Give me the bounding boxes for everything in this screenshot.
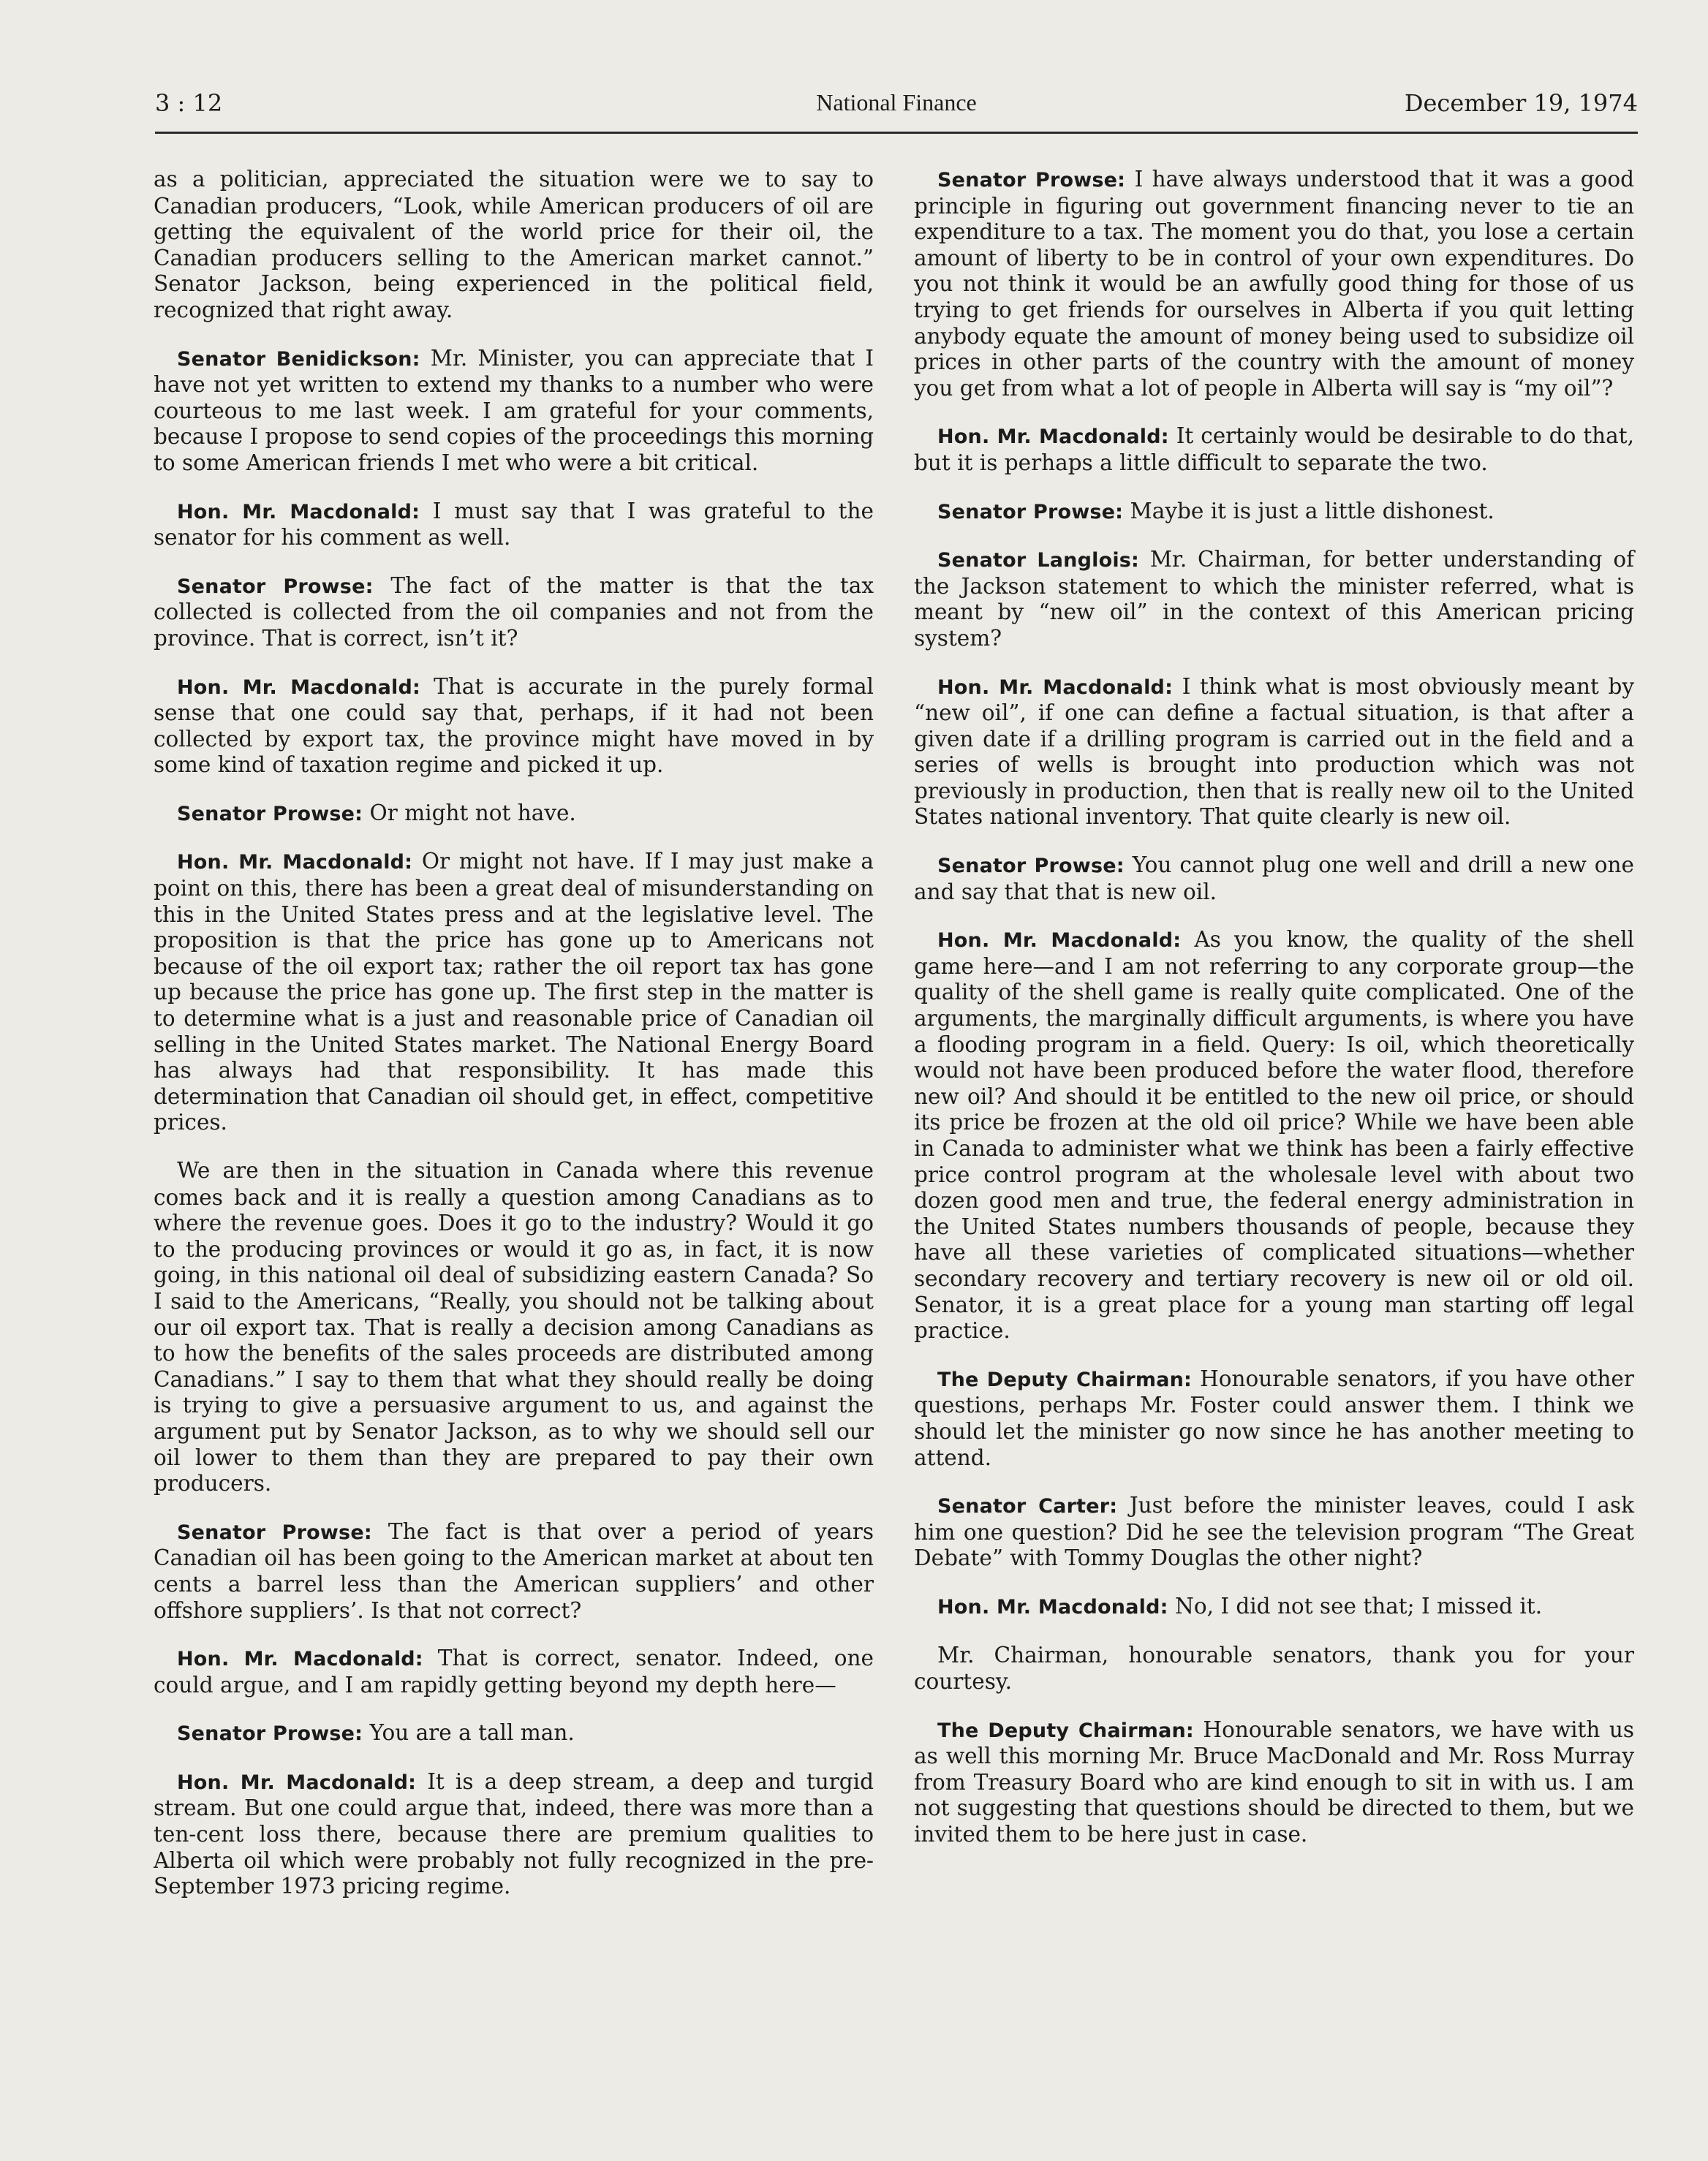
paragraph-text: The fact is that over a period of years Canadian oil has been going to the American market at about ten cents a barrel less than the American suppliers’ and other offshore suppliers’. Is that not correct? <box>154 1518 874 1623</box>
paragraph <box>914 1643 1634 1695</box>
page-header <box>155 86 1638 134</box>
speaker-name: Senator Prowse: <box>177 575 374 598</box>
speaker-name: Senator Prowse: <box>177 802 363 825</box>
paragraph <box>154 1720 874 1747</box>
speaker-name: Senator Prowse: <box>937 855 1125 878</box>
paragraph-text: The fact of the matter is that the tax collected is collected from the oil companies and not from the province. That is correct, isn’t it? <box>154 572 874 651</box>
paragraph <box>914 852 1634 905</box>
speaker-name: Hon. Mr. Macdonald: <box>177 500 420 523</box>
paragraph <box>914 423 1634 476</box>
speaker-name: The Deputy Chairman: <box>937 1719 1194 1742</box>
paragraph <box>914 167 1634 401</box>
paragraph <box>914 1717 1634 1848</box>
paragraph-text: It certainly would be desirable to do that, but it is perhaps a little difficult to separate the two. <box>914 423 1634 475</box>
paragraph-text: That is correct, senator. Indeed, one could argue, and I am rapidly getting beyond my depth here— <box>154 1646 874 1698</box>
paragraph <box>154 801 874 828</box>
speaker-name: Senator Carter: <box>937 1495 1118 1518</box>
paragraph-text: Just before the minister leaves, could I ask him one question? Did he see the television program “The Great Debate” with Tommy Douglas the other night? <box>914 1493 1634 1571</box>
paragraph <box>154 499 874 551</box>
paragraph-text: Mr. Minister, you can appreciate that I have not yet written to extend my thanks to a number who were courteous to me last week. I am grateful for your comments, because I propose to send copies of the proceedings this morning to some American friends I met who were a bit critical. <box>154 345 874 475</box>
paragraph <box>154 573 874 652</box>
paragraph-text: You are a tall man. <box>369 1720 575 1746</box>
paragraph-text: Mr. Chairman, honourable senators, thank you for your courtesy. <box>914 1642 1634 1695</box>
paragraph-text: as a politician, appreciated the situation were we to say to Canadian producers, “Look, while American producers of oil are getting the equivalent of the world price for their oil, the Canadian producers selling to the American market cannot.” Senator Jackson, being experienced in the political field, recognized that right away. <box>154 167 874 322</box>
paragraph <box>914 499 1634 526</box>
speaker-name: Hon. Mr. Macdonald: <box>937 425 1169 449</box>
paragraph <box>154 1519 874 1624</box>
paragraph-text: Or might not have. If I may just make a point on this, there has been a great deal of misunderstanding on this in the United States press and at the legislative level. The proposition is that the price has gone up to Americans not because of the oil export tax; rather the oil report tax has gone up because the price has gone up. The first step in the matter is to determine what is a just and reasonable price of Canadian oil selling in the United States market. The National Energy Board has always had that responsibility. It has made this determination that Canadian oil should get, in effect, competitive prices. <box>154 849 874 1135</box>
speaker-name: Hon. Mr. Macdonald: <box>937 929 1182 953</box>
paragraph <box>914 1594 1634 1621</box>
paragraph <box>914 1366 1634 1471</box>
paragraph-text: Mr. Chairman, for better understanding of the Jackson statement to which the minister referred, what is meant by “new oil” in the context of this American pricing system? <box>914 547 1634 651</box>
paragraph <box>914 1493 1634 1572</box>
paragraph-text: I think what is most obviously meant by “new oil”, if one can define a factual situation, is that after a given date if a drilling program is carried out in the field and a series of wells is brought into production which was not previously in production, then that is really new oil to the United States national inventory. That quite clearly is new oil. <box>914 673 1634 830</box>
page-number: 3 : 12 <box>155 89 223 117</box>
paragraph <box>154 674 874 779</box>
speaker-name: Senator Prowse: <box>937 500 1124 523</box>
paragraph <box>154 167 874 324</box>
paragraph-text: Or might not have. <box>369 800 576 825</box>
paragraph <box>154 1769 874 1900</box>
speaker-name: Hon. Mr. Macdonald: <box>177 1771 417 1794</box>
paragraph <box>914 927 1634 1344</box>
publication-title: National Finance <box>816 89 977 116</box>
right-column <box>914 167 1634 1870</box>
paragraph-text: I have always understood that it was a good principle in figuring out government financing never to tie an expenditure to a tax. The moment you do that, you lose a certain amount of liberty to be in control of your own expenditures. Do you not think it would be an awfully good thing for those of us trying to get friends for ourselves in Alberta if you quit letting anybody equate the amount of money being used to subsidize oil prices in other parts of the country with the amount of money you get from what a lot of people in Alberta will say is “my oil”? <box>914 167 1634 401</box>
speaker-name: Senator Prowse: <box>177 1722 363 1746</box>
paragraph-text: As you know, the quality of the shell game here—and I am not referring to any corporate group—the quality of the shell game is really quite complicated. One of the arguments, the marginally difficult arguments, is where you have a flooding program in a field. Query: Is oil, which theoretically would not have been produced before the water flood, therefore new oil? And should it be entitled to the new oil price, or should its price be frozen at the old oil price? While we have been able in Canada to administer what we think has been a fairly effective price control program at the wholesale level with about two dozen good men and true, the federal energy administration in the United States numbers thousands of people, because they have all these varieties of complicated situations—whether secondary recovery and tertiary recovery is new oil or old oil. Senator, it is a great place for a young man starting off legal practice. <box>914 927 1634 1344</box>
speaker-name: Senator Benidickson: <box>177 347 420 371</box>
speaker-name: Hon. Mr. Macdonald: <box>937 675 1174 699</box>
speaker-name: The Deputy Chairman: <box>937 1368 1193 1391</box>
speaker-name: Senator Prowse: <box>937 169 1126 192</box>
paragraph-text: Honourable senators, we have with us as well this morning Mr. Bruce MacDonald and Mr. Ross Murray from Treasury Board who are kind enough to sit in with us. I am not suggesting that questions should be directed to them, but we invited them to be here just in case. <box>914 1717 1634 1847</box>
paragraph <box>154 849 874 1136</box>
paragraph-text: It is a deep stream, a deep and turgid stream. But one could argue that, indeed, there was more than a ten-cent loss there, because there are premium qualities to Alberta oil which were probably not fully recognized in the pre-September 1973 pricing regime. <box>154 1768 874 1899</box>
paragraph-text: No, I did not see that; I missed it. <box>1175 1593 1543 1619</box>
speaker-name: Senator Langlois: <box>937 549 1140 572</box>
paragraph-text: We are then in the situation in Canada where this revenue comes back and it is really a question among Canadians as to where the revenue goes. Does it go to the industry? Would it go to the producing provinces or would it go as, in fact, it is now going, in this national oil deal of subsidizing eastern Canada? So I said to the Americans, “Really, you should not be talking about our oil export tax. That is really a decision among Canadians as to how the benefits of the sales proceeds are distributed among Canadians.” I say to them that what they should really be doing is trying to give a persuasive argument to us, and against the argument put by Senator Jackson, as to why we should sell our oil lower to them than they are prepared to pay their own producers. <box>154 1158 874 1496</box>
paragraph-text: Maybe it is just a little dishonest. <box>1130 498 1494 523</box>
left-column <box>154 167 874 1922</box>
paragraph-text: Honourable senators, if you have other questions, perhaps Mr. Foster could answer them. I think we should let the minister go now since he has another meeting to attend. <box>914 1366 1634 1470</box>
paragraph-text: You cannot plug one well and drill a new one and say that that is new oil. <box>914 852 1634 904</box>
speaker-name: Hon. Mr. Macdonald: <box>177 1648 423 1671</box>
paragraph-text: That is accurate in the purely formal sense that one could say that, perhaps, if it had not been collected by export tax, the province might have moved in by some kind of taxation regime and picked it up. <box>154 673 874 778</box>
publication-date: December 19, 1974 <box>1404 89 1638 117</box>
paragraph <box>154 1158 874 1497</box>
paragraph <box>154 1646 874 1698</box>
speaker-name: Hon. Mr. Macdonald: <box>177 851 413 874</box>
speaker-name: Hon. Mr. Macdonald: <box>177 675 421 699</box>
paragraph-text: I must say that I was grateful to the senator for his comment as well. <box>154 498 874 550</box>
paragraph <box>914 674 1634 831</box>
paragraph <box>154 346 874 477</box>
speaker-name: Senator Prowse: <box>177 1521 372 1544</box>
speaker-name: Hon. Mr. Macdonald: <box>937 1595 1168 1619</box>
paragraph <box>914 547 1634 651</box>
